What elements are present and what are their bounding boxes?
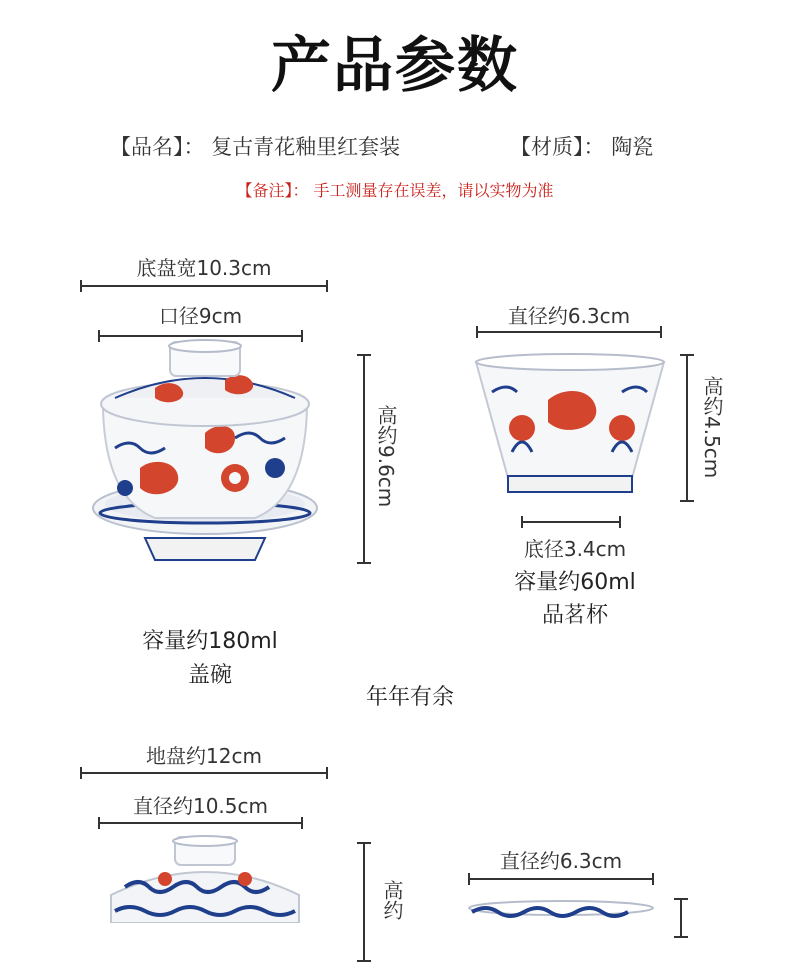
gaiwan-image bbox=[85, 338, 325, 570]
cup-diameter-label: 直径约6.3cm bbox=[507, 304, 631, 328]
product-name-value: 复古青花釉里红套装 bbox=[211, 135, 401, 159]
set2-gaiwan-height-label: 高约 bbox=[380, 880, 404, 920]
set2-gaiwan-diameter-label: 直径约10.5cm bbox=[132, 794, 268, 818]
set-name-label: 年年有余 bbox=[365, 685, 454, 710]
gaiwan-capacity-label: 容量约180ml bbox=[142, 629, 278, 654]
note-text: 手工测量存在误差，请以实物为准 bbox=[313, 181, 554, 200]
set2-gaiwan-image bbox=[105, 835, 305, 923]
cup-height-line bbox=[686, 354, 688, 502]
set2-gaiwan-saucer-line bbox=[80, 772, 328, 774]
cup-base-diameter-label: 底径3.4cm bbox=[523, 537, 627, 561]
set2-gaiwan-saucer-label: 地盘约12cm bbox=[146, 744, 262, 768]
cup-name-label: 品茗杯 bbox=[541, 603, 608, 628]
cup-height-label: 高约4.5cm bbox=[700, 376, 724, 479]
gaiwan-height-label: 高约9.6cm bbox=[374, 405, 398, 508]
cup-diameter-line bbox=[476, 331, 662, 333]
material-label: 【材质】： bbox=[510, 135, 605, 159]
gaiwan-saucer-width-line bbox=[80, 285, 328, 287]
gaiwan-mouth-diameter-label: 口径9cm bbox=[158, 304, 243, 328]
cup-base-line bbox=[521, 521, 621, 523]
gaiwan-height-line bbox=[363, 354, 365, 564]
measurement-note bbox=[0, 178, 790, 201]
gaiwan-name-label: 盖碗 bbox=[187, 663, 232, 688]
material-value: 陶瓷 bbox=[611, 135, 654, 159]
product-name-spec bbox=[110, 131, 400, 161]
set2-cup-diameter-label: 直径约6.3cm bbox=[499, 849, 623, 873]
set2-cup-diameter-line bbox=[468, 878, 654, 880]
gaiwan-saucer-width-label: 底盘宽10.3cm bbox=[136, 256, 272, 280]
set2-cup-image bbox=[466, 900, 656, 923]
product-name-label: 【品名】： bbox=[110, 135, 205, 159]
set2-gaiwan-diameter-line bbox=[98, 822, 303, 824]
page-title: 产品参数 bbox=[271, 31, 519, 101]
material-spec bbox=[510, 131, 653, 161]
note-label: 【备注】： bbox=[236, 181, 309, 200]
cup-capacity-label: 容量约60ml bbox=[514, 570, 636, 595]
gaiwan-mouth-diameter-line bbox=[98, 335, 303, 337]
cup-image bbox=[472, 352, 668, 500]
set2-cup-height-line bbox=[680, 898, 682, 938]
set2-gaiwan-height-line bbox=[363, 842, 365, 962]
